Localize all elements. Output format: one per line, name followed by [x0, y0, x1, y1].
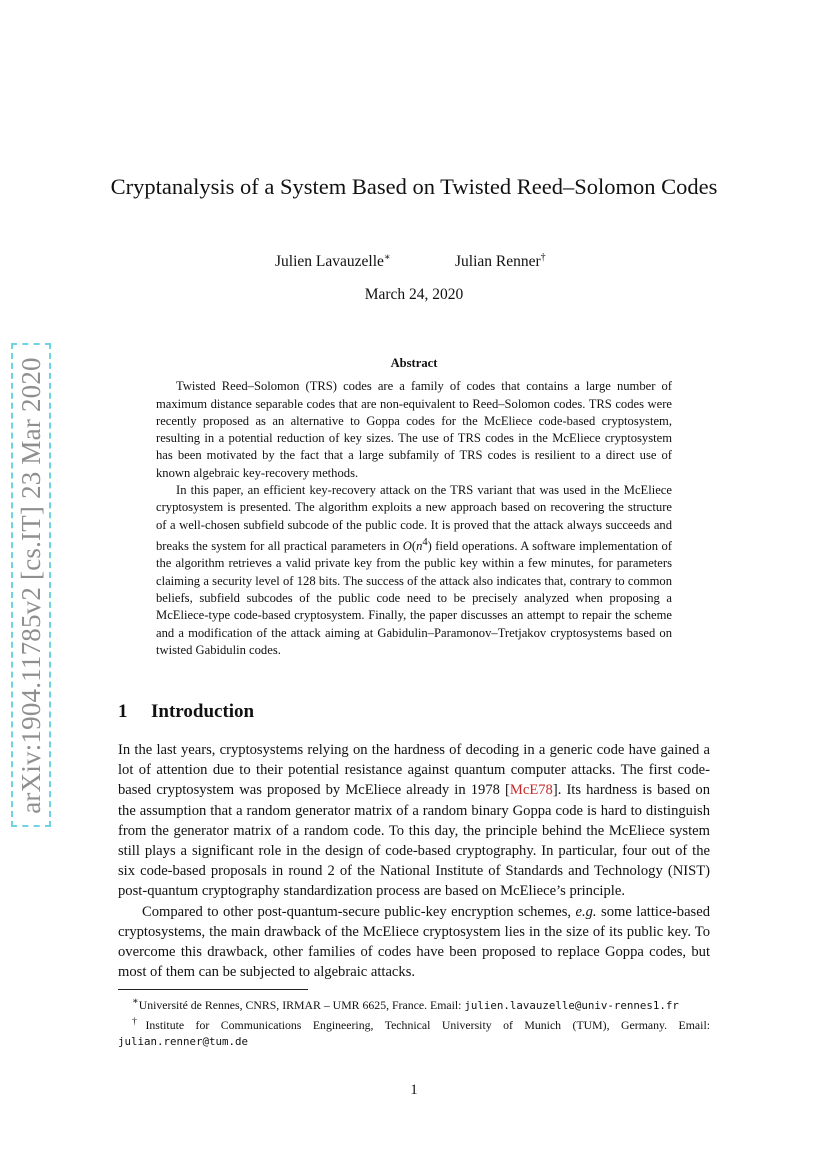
intro-p2-eg: e.g. — [575, 903, 597, 920]
footnotes — [118, 994, 710, 1050]
abstract-p2-text-after: field operations. A software implementation of the algorithm retrieves a valid private key from the public key within a few minutes, for parameters claiming a security level of 128 bits. The success of the attack also indicates that, contrary to common beliefs, subfield subcodes of the public code need to be precisely analyzed when proposing a McEliece-type code-based cryptosystem. Finally, the paper discusses an attempt to repair the scheme and a modification of the attack aiming at Gabidulin–Paramonov–Tretjakov cryptosystems based on twisted Gabidulin codes. — [156, 539, 672, 657]
author-1-name: Julien Lavauzelle — [275, 253, 384, 271]
intro-p1-text-after: ]. Its hardness is based on the assumption that a random generator matrix of a random binary Goppa code is hard to distinguish from the generator matrix of a random code. To this day, the principle behind the McEliece system still plays a significant role in the design of code-based cryptography. In particular, four out of the six code-based proposals in round 2 of the National Institute of Standards and Technology (NIST) post-quantum cryptography standardization process are based on McEliece’s principle. — [118, 782, 710, 900]
footnote-rule — [118, 989, 308, 990]
abstract-p2-text-before: In this paper, an efficient key-recovery attack on the TRS variant that was used in the McEliece cryptosystem is presented. The algorithm exploits a new approach based on recovering the structure of a well-chosen subfield subcode of the public code. It is proved that the attack always succeeds and breaks the system for all practical parameters in — [156, 483, 672, 554]
introduction-body — [118, 740, 710, 982]
footnote-2-text: Institute for Communications Engineering, Technical University of Munich (TUM), Germany. Email: — [145, 1017, 710, 1032]
footnote-1-email: julien.lavauzelle@univ-rennes1.fr — [464, 998, 679, 1012]
formula-n: n — [416, 539, 423, 554]
author-2-footnote-mark: † — [540, 252, 546, 263]
author-2-name: Julian Renner — [455, 253, 541, 271]
section-number: 1 — [118, 701, 128, 722]
formula-paren-close: ) — [427, 539, 432, 554]
intro-paragraph-2 — [118, 902, 710, 983]
formula-exponent: 4 — [422, 536, 428, 548]
page-number: 1 — [410, 1082, 418, 1098]
author-1-footnote-mark: ∗ — [383, 252, 391, 263]
arxiv-identifier-text: arXiv:1904.11785v2 [cs.IT] 23 Mar 2020 — [15, 356, 46, 814]
arxiv-identifier-stamp — [11, 343, 51, 827]
formula-paren-open: ( — [411, 539, 417, 554]
paper-title: Cryptanalysis of a System Based on Twisted Reed–Solomon Codes — [110, 174, 718, 199]
citation-link[interactable]: McE78 — [509, 782, 553, 799]
abstract-paragraph-2 — [156, 482, 672, 659]
intro-p1-text-before: In the last years, cryptosystems relying on the hardness of decoding in a generic code have gained a lot of attention due to their potential resistance against quantum computer attacks. The first code-based cryptosystem was proposed by McEliece already in 1978 [ — [118, 742, 710, 799]
footnote-2 — [118, 1014, 710, 1050]
intro-p2-text-before: Compared to other post-quantum-secure public-key encryption schemes, — [142, 903, 576, 920]
formula-o: O — [402, 539, 412, 554]
abstract — [156, 355, 672, 659]
abstract-heading: Abstract — [390, 356, 438, 370]
footnote-1-text: Université de Rennes, CNRS, IRMAR – UMR 6625, France. Email: — [138, 997, 465, 1012]
complexity-formula — [402, 536, 432, 554]
author-1 — [275, 252, 391, 271]
intro-paragraph-1 — [118, 740, 710, 902]
paper-date: March 24, 2020 — [364, 286, 464, 303]
intro-p2-text-after: some lattice-based cryptosystems, the main drawback of the McEliece cryptosystem lies in the size of its public key. To overcome this drawback, other families of codes have been proposed to replace Goppa codes, but most of them can be subjected to algebraic attacks. — [118, 903, 710, 981]
abstract-paragraph-1: Twisted Reed–Solomon (TRS) codes are a family of codes that contains a large number of maximum distance separable codes that are non-equivalent to Reed–Solomon codes. TRS codes were recently proposed as an alternative to Goppa codes for the McEliece code-based cryptosystem, resulting in a potential reduction of key sizes. The use of TRS codes in the McEliece cryptosystem has been motivated by the fact that a large subfamily of TRS codes is resilient to a direct use of known algebraic key-recovery methods. — [156, 379, 672, 480]
footnote-1-mark: ∗ — [132, 996, 139, 1007]
footnote-1 — [118, 994, 710, 1014]
footnote-2-mark: † — [132, 1015, 146, 1027]
footnote-2-email: julian.renner@tum.de — [118, 1034, 249, 1048]
section-heading — [118, 701, 254, 723]
section-title: Introduction — [151, 701, 255, 722]
author-2 — [455, 252, 546, 271]
